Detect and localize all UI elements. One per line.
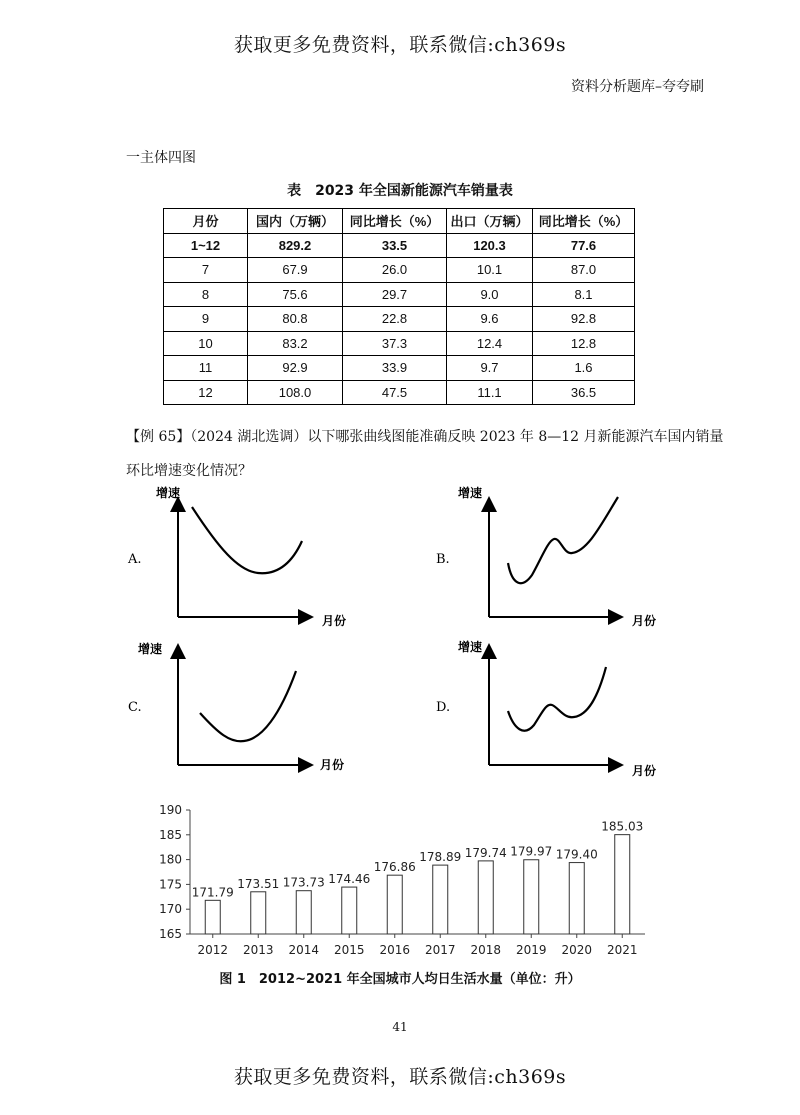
table-cell: 1~12 xyxy=(164,233,248,258)
table-header-cell: 出口（万辆） xyxy=(447,209,533,234)
data-label: 185.03 xyxy=(601,819,644,834)
curve xyxy=(508,497,618,583)
data-label: 173.51 xyxy=(237,876,280,891)
option-d-graph[interactable] xyxy=(436,639,656,778)
table-row xyxy=(164,233,635,258)
x-tick-label: 2018 xyxy=(470,943,502,957)
question xyxy=(126,420,726,488)
table-cell: 83.2 xyxy=(248,331,343,356)
table-cell: 87.0 xyxy=(533,258,635,283)
table-cell: 7 xyxy=(164,258,248,283)
option-b-label: B. xyxy=(436,552,450,567)
y-tick-label: 165 xyxy=(159,927,182,941)
x-tick-label: 2017 xyxy=(424,943,456,957)
table-cell: 10.1 xyxy=(447,258,533,283)
y-tick-label: 180 xyxy=(159,852,182,867)
table-cell: 1.6 xyxy=(533,356,635,381)
question-text: （2024 湖北选调）以下哪张曲线图能准确反映 2023 年 8—12 月新能源汽车国内销量环比增速变化情况？ xyxy=(126,429,724,479)
table-cell: 47.5 xyxy=(343,380,447,405)
bar xyxy=(433,865,448,934)
curve xyxy=(508,667,606,731)
table-cell: 8 xyxy=(164,282,248,307)
table-row xyxy=(164,258,635,283)
data-label: 176.86 xyxy=(373,860,416,875)
y-tick-label: 185 xyxy=(159,827,182,842)
bar xyxy=(615,835,630,934)
option-c-graph[interactable] xyxy=(128,641,344,772)
table-row xyxy=(164,331,635,356)
x-tick-label: 2020 xyxy=(561,943,593,957)
x-tick-label: 2012 xyxy=(197,943,229,957)
x-tick-label: 2015 xyxy=(333,943,365,957)
bar xyxy=(205,900,220,934)
bar-chart xyxy=(140,798,660,968)
watermark-top: 获取更多免费资料，联系微信:ch369s xyxy=(233,34,567,56)
y-axis-label: 增速 xyxy=(138,642,163,656)
data-label: 179.74 xyxy=(464,845,507,860)
table-cell: 92.8 xyxy=(533,307,635,332)
table-row xyxy=(164,307,635,332)
option-c-label: C. xyxy=(128,700,142,715)
table-cell: 33.5 xyxy=(343,233,447,258)
table-header-cell: 国内（万辆） xyxy=(248,209,343,234)
data-label: 173.73 xyxy=(282,875,325,890)
table-cell: 108.0 xyxy=(248,380,343,405)
page-number: 41 xyxy=(392,1020,408,1034)
table-cell: 12 xyxy=(164,380,248,405)
data-label: 179.40 xyxy=(555,847,598,862)
table-row xyxy=(164,380,635,405)
option-d-label: D. xyxy=(436,700,451,715)
table-cell: 9.7 xyxy=(447,356,533,381)
bar xyxy=(296,891,311,934)
table-cell: 9 xyxy=(164,307,248,332)
table-title: 表 2023 年全国新能源汽车销量表 xyxy=(287,183,513,199)
table-cell: 75.6 xyxy=(248,282,343,307)
section-title: 一主体四图 xyxy=(126,150,196,166)
table-cell: 829.2 xyxy=(248,233,343,258)
table-header-cell: 月份 xyxy=(164,209,248,234)
x-tick-label: 2016 xyxy=(379,943,411,957)
table-cell: 10 xyxy=(164,331,248,356)
bar xyxy=(251,892,266,934)
table-header-cell: 同比增长（%） xyxy=(533,209,635,234)
data-label: 178.89 xyxy=(419,850,462,865)
table-cell: 67.9 xyxy=(248,258,343,283)
curve xyxy=(200,671,296,741)
table-cell: 80.8 xyxy=(248,307,343,332)
table-cell: 9.0 xyxy=(447,282,533,307)
y-axis-label: 增速 xyxy=(156,486,181,500)
option-b-graph[interactable] xyxy=(436,485,656,628)
bar xyxy=(387,875,402,934)
data-label: 171.79 xyxy=(191,885,234,900)
x-tick-label: 2021 xyxy=(606,943,638,957)
sales-table xyxy=(163,208,635,405)
y-tick-label: 170 xyxy=(159,902,182,917)
x-axis-label: 月份 xyxy=(320,758,345,772)
option-a-graph[interactable] xyxy=(127,485,346,628)
bar xyxy=(569,863,584,934)
table-cell: 26.0 xyxy=(343,258,447,283)
x-axis-label: 月份 xyxy=(632,764,657,778)
chart-title: 图 1 2012~2021 年全国城市人均日生活水量（单位：升） xyxy=(219,972,581,987)
option-a-label: A. xyxy=(128,552,142,567)
table-cell: 77.6 xyxy=(533,233,635,258)
header-right: 资料分析题库–夸夸刷 xyxy=(571,79,704,95)
table-cell: 33.9 xyxy=(343,356,447,381)
data-label: 174.46 xyxy=(328,872,371,887)
table-cell: 8.1 xyxy=(533,282,635,307)
table-cell: 12.8 xyxy=(533,331,635,356)
data-label: 179.97 xyxy=(510,844,553,859)
table-cell: 92.9 xyxy=(248,356,343,381)
table-cell: 120.3 xyxy=(447,233,533,258)
table-cell: 36.5 xyxy=(533,380,635,405)
x-tick-label: 2013 xyxy=(242,943,274,957)
table-cell: 12.4 xyxy=(447,331,533,356)
x-axis-label: 月份 xyxy=(322,614,347,628)
y-axis-label: 增速 xyxy=(458,640,483,654)
table-cell: 37.3 xyxy=(343,331,447,356)
table-row xyxy=(164,356,635,381)
y-axis-label: 增速 xyxy=(458,486,483,500)
table-header-cell: 同比增长（%） xyxy=(343,209,447,234)
y-tick-label: 175 xyxy=(159,877,182,892)
bar xyxy=(478,861,493,934)
curve xyxy=(192,507,302,573)
table-cell: 22.8 xyxy=(343,307,447,332)
x-tick-label: 2014 xyxy=(288,943,320,957)
question-prefix: 【例 65】 xyxy=(126,429,191,445)
bar xyxy=(342,887,357,934)
watermark-bottom: 获取更多免费资料，联系微信:ch369s xyxy=(233,1066,567,1088)
table-cell: 11.1 xyxy=(447,380,533,405)
table-cell: 29.7 xyxy=(343,282,447,307)
table-cell: 9.6 xyxy=(447,307,533,332)
table-row xyxy=(164,282,635,307)
bar xyxy=(524,860,539,934)
table-header-row xyxy=(164,209,635,234)
table-cell: 11 xyxy=(164,356,248,381)
x-tick-label: 2019 xyxy=(515,943,547,957)
y-tick-label: 190 xyxy=(159,803,182,817)
x-axis-label: 月份 xyxy=(632,614,657,628)
answer-options xyxy=(120,485,740,785)
